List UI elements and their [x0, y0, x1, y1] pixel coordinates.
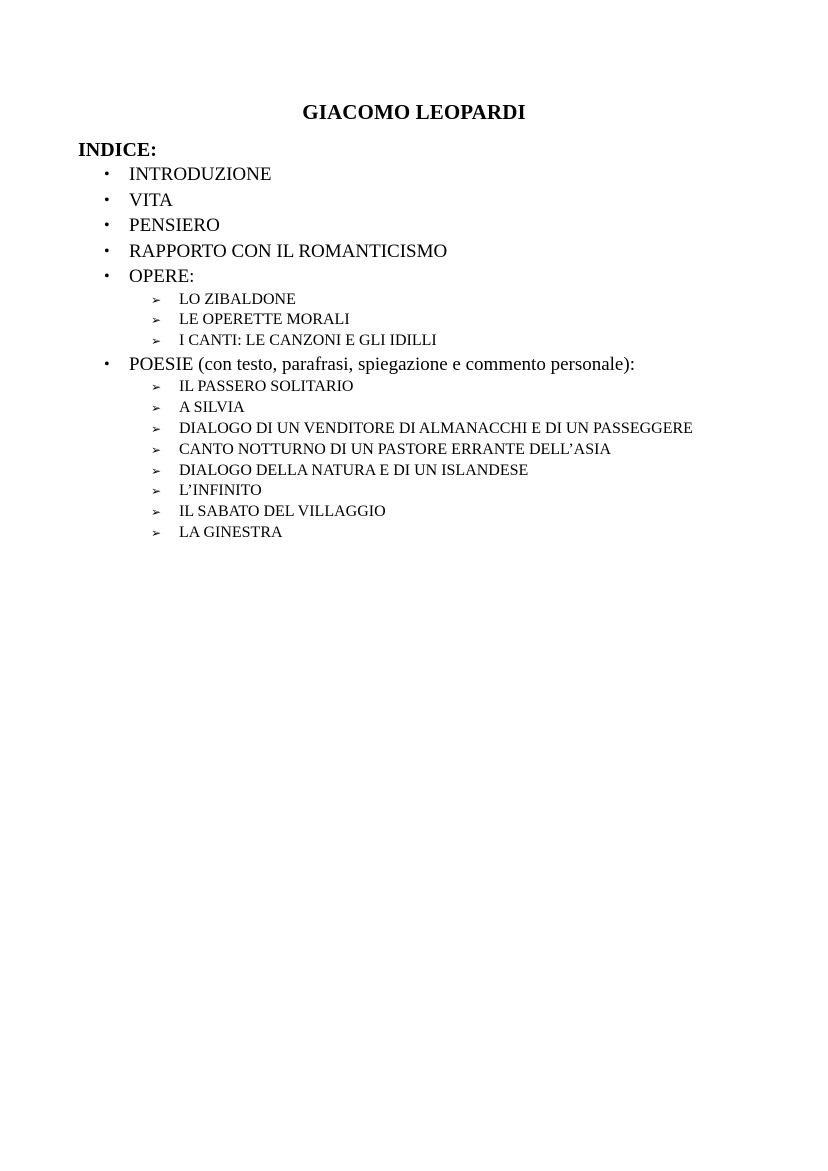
arrow-bullet-icon: ➢ — [151, 334, 162, 349]
toc-subsection — [0, 481, 828, 502]
toc-subsection — [0, 310, 828, 331]
toc-subsection-label: IL PASSERO SOLITARIO — [179, 378, 354, 396]
toc-subsection — [0, 290, 828, 311]
arrow-bullet-icon: ➢ — [151, 505, 162, 520]
toc-subsection-list — [0, 377, 828, 543]
bullet-icon: • — [104, 355, 110, 373]
toc-section-label: PENSIERO — [129, 215, 220, 236]
toc-section-label: RAPPORTO CON IL ROMANTICISMO — [129, 240, 448, 262]
toc-subsection-list — [0, 290, 828, 352]
bullet-icon: • — [104, 166, 110, 183]
table-of-contents — [0, 162, 828, 544]
arrow-bullet-icon: ➢ — [151, 525, 162, 540]
toc-section-label: INTRODUZIONE — [129, 164, 272, 185]
toc-subsection — [0, 461, 828, 482]
toc-section — [0, 239, 828, 265]
toc-section — [0, 188, 828, 214]
arrow-bullet-icon: ➢ — [151, 380, 162, 395]
toc-subsection-label: DIALOGO DELLA NATURA E DI UN ISLANDESE — [179, 461, 529, 479]
toc-subsection — [0, 377, 828, 398]
arrow-bullet-icon: ➢ — [151, 442, 162, 457]
toc-section-label: OPERE: — [129, 266, 195, 287]
bullet-icon: • — [104, 268, 110, 285]
toc-section — [0, 264, 828, 290]
toc-subsection — [0, 419, 828, 440]
arrow-bullet-icon: ➢ — [151, 421, 162, 436]
toc-section — [0, 352, 828, 378]
toc-subsection-label: LE OPERETTE MORALI — [179, 311, 350, 329]
toc-subsection-label: LO ZIBALDONE — [179, 290, 296, 308]
bullet-icon: • — [104, 191, 110, 209]
toc-subsection-label: CANTO NOTTURNO DI UN PASTORE ERRANTE DELL’ASIA — [179, 440, 612, 458]
arrow-bullet-icon: ➢ — [151, 463, 162, 478]
toc-subsection-label: A SILVIA — [179, 399, 245, 417]
toc-subsection-label: IL SABATO DEL VILLAGGIO — [179, 503, 386, 521]
toc-subsection-label: I CANTI: LE CANZONI E GLI IDILLI — [179, 332, 437, 350]
toc-section — [0, 213, 828, 239]
toc-subsection — [0, 502, 828, 523]
toc-subsection — [0, 398, 828, 419]
toc-subsection — [0, 331, 828, 352]
toc-subsection-label: DIALOGO DI UN VENDITORE DI ALMANACCHI E DI UN PASSEGGERE — [179, 419, 693, 437]
toc-section — [0, 162, 828, 188]
toc-subsection — [0, 440, 828, 461]
toc-subsection-label: L’INFINITO — [179, 482, 262, 500]
toc-section-label: VITA — [129, 189, 173, 211]
bullet-icon: • — [104, 242, 110, 260]
document-title: GIACOMO LEOPARDI — [302, 100, 526, 124]
index-heading: INDICE: — [78, 139, 157, 161]
arrow-bullet-icon: ➢ — [151, 401, 162, 416]
bullet-icon: • — [104, 217, 110, 234]
toc-subsection-label: LA GINESTRA — [179, 523, 283, 541]
toc-subsection — [0, 523, 828, 544]
arrow-bullet-icon: ➢ — [151, 292, 162, 307]
arrow-bullet-icon: ➢ — [151, 484, 162, 499]
toc-section-label: POESIE (con testo, parafrasi, spiegazione e commento personale): — [129, 353, 635, 375]
arrow-bullet-icon: ➢ — [151, 313, 162, 328]
